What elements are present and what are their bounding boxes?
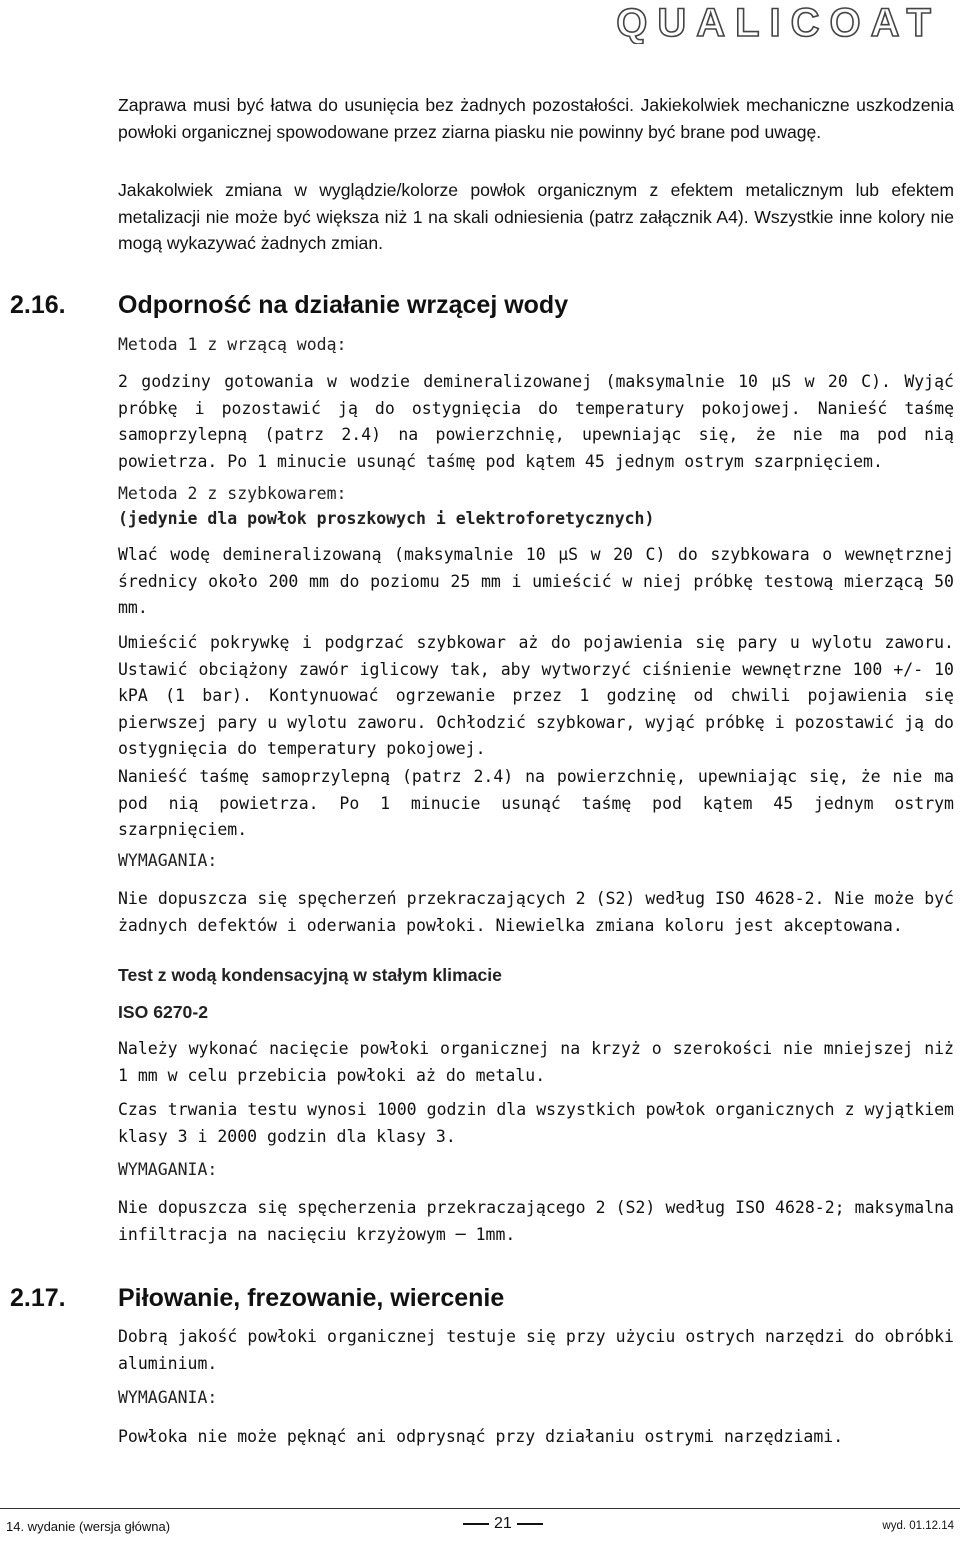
dash-left	[463, 1523, 489, 1525]
condensation-paragraph-2: Czas trwania testu wynosi 1000 godzin dla wszystkich powłok organicznych z wyjątkiem klasy 3 i 2000 godzin dla klasy 3.	[118, 1100, 954, 1146]
requirements-heading-2-16: WYMAGANIA:	[118, 851, 218, 870]
requirements-text-condensation: Nie dopuszcza się spęcherzenia przekraczającego 2 (S2) według ISO 4628-2; maksymalna infiltracja na nacięciu krzyżowym ─ 1mm.	[118, 1198, 954, 1244]
machining-paragraph: Dobrą jakość powłoki organicznej testuje się przy użyciu ostrych narzędzi do obróbki aluminium.	[118, 1327, 954, 1373]
condensation-heading: Test z wodą kondensacyjną w stałym klimacie	[118, 965, 502, 985]
section-number-2-16: 2.16.	[10, 291, 66, 319]
qualicoat-logo	[586, 0, 946, 44]
method2-subheading: (jedynie dla powłok proszkowych i elektroforetycznych)	[118, 509, 655, 528]
section-title-machining: Piłowanie, frezowanie, wiercenie	[118, 1284, 505, 1312]
requirements-heading-2-17: WYMAGANIA:	[118, 1388, 218, 1407]
svg-text:QUALICOAT: QUALICOAT	[616, 1, 941, 44]
method2-paragraph-1: Wlać wodę demineralizowaną (maksymalnie 10 µS w 20 C) do szybkowara o wewnętrznej średnicy około 200 mm do poziomu 25 mm i umieścić w niej próbkę testową mierzącą 50 mm.	[118, 545, 954, 617]
requirements-heading-condensation: WYMAGANIA:	[118, 1160, 218, 1179]
method1-text: 2 godziny gotowania w wodzie demineralizowanej (maksymalnie 10 µS w 20 C). Wyjąć próbkę i pozostawić ją do ostygnięcia do temperatury pokojowej. Nanieść taśmę samoprzylepną (patrz 2.4) na powierzchnię, upewniając się, że nie ma pod nią powietrza. Po 1 minucie usunąć taśmę pod kątem 45 jednym ostrym szarpnięciem.	[118, 372, 954, 471]
page-number: 21	[494, 1515, 512, 1532]
paragraph-mortar: Zaprawa musi być łatwa do usunięcia bez żadnych pozostałości. Jakiekolwiek mechaniczne uszkodzenia powłoki organicznej spowodowane przez ziarna piasku nie powinny być brane pod uwagę.	[118, 95, 954, 142]
condensation-paragraph-1: Należy wykonać nacięcie powłoki organicznej na krzyż o szerokości nie mniejszej niż 1 mm w celu przebicia powłoki aż do metalu.	[118, 1039, 954, 1085]
requirements-text-2-17: Powłoka nie może pęknąć ani odprysnąć przy działaniu ostrymi narzędziami.	[118, 1427, 844, 1446]
paragraph-appearance: Jakakolwiek zmiana w wyglądzie/kolorze powłok organicznym z efektem metalicznym lub efektem metalizacji nie może być większa niż 1 na skali odniesienia (patrz załącznik A4). Wszystkie inne kolory nie mogą wykazywać żadnych zmian.	[118, 180, 954, 253]
footer-page-number	[458, 1515, 548, 1533]
method2-paragraph-2: Umieścić pokrywkę i podgrzać szybkowar aż do pojawienia się pary u wylotu zaworu. Ustawić obciążony zawór iglicowy tak, aby wytworzyć ciśnienie wewnętrzne 100 +/- 10 kPA (1 bar). Kontynuować ogrzewanie przez 1 godzinę od chwili pojawienia się pierwszej pary u wylotu zaworu. Ochłodzić szybkowar, wyjąć próbkę i pozostawić ją do ostygnięcia do temperatury pokojowej.	[118, 633, 954, 758]
section-number-2-17: 2.17.	[10, 1284, 66, 1312]
method1-heading: Metoda 1 z wrzącą wodą:	[118, 335, 347, 354]
section-title-boiling-water: Odporność na działanie wrzącej wody	[118, 291, 569, 319]
method2-heading: Metoda 2 z szybkowarem:	[118, 484, 347, 503]
condensation-standard: ISO 6270-2	[118, 1002, 208, 1022]
footer-edition: 14. wydanie (wersja główna)	[6, 1519, 171, 1534]
footer-date: wyd. 01.12.14	[882, 1520, 954, 1532]
footer-divider	[0, 1508, 960, 1509]
method2-paragraph-3: Nanieść taśmę samoprzylepną (patrz 2.4) na powierzchnię, upewniając się, że nie ma pod nią powietrza. Po 1 minucie usunąć taśmę pod kątem 45 jednym ostrym szarpnięciem.	[118, 767, 954, 839]
requirements-text-2-16: Nie dopuszcza się spęcherzeń przekraczających 2 (S2) według ISO 4628-2. Nie może być żadnych defektów i oderwania powłoki. Niewielka zmiana koloru jest akceptowana.	[118, 889, 954, 935]
dash-right	[517, 1523, 543, 1525]
